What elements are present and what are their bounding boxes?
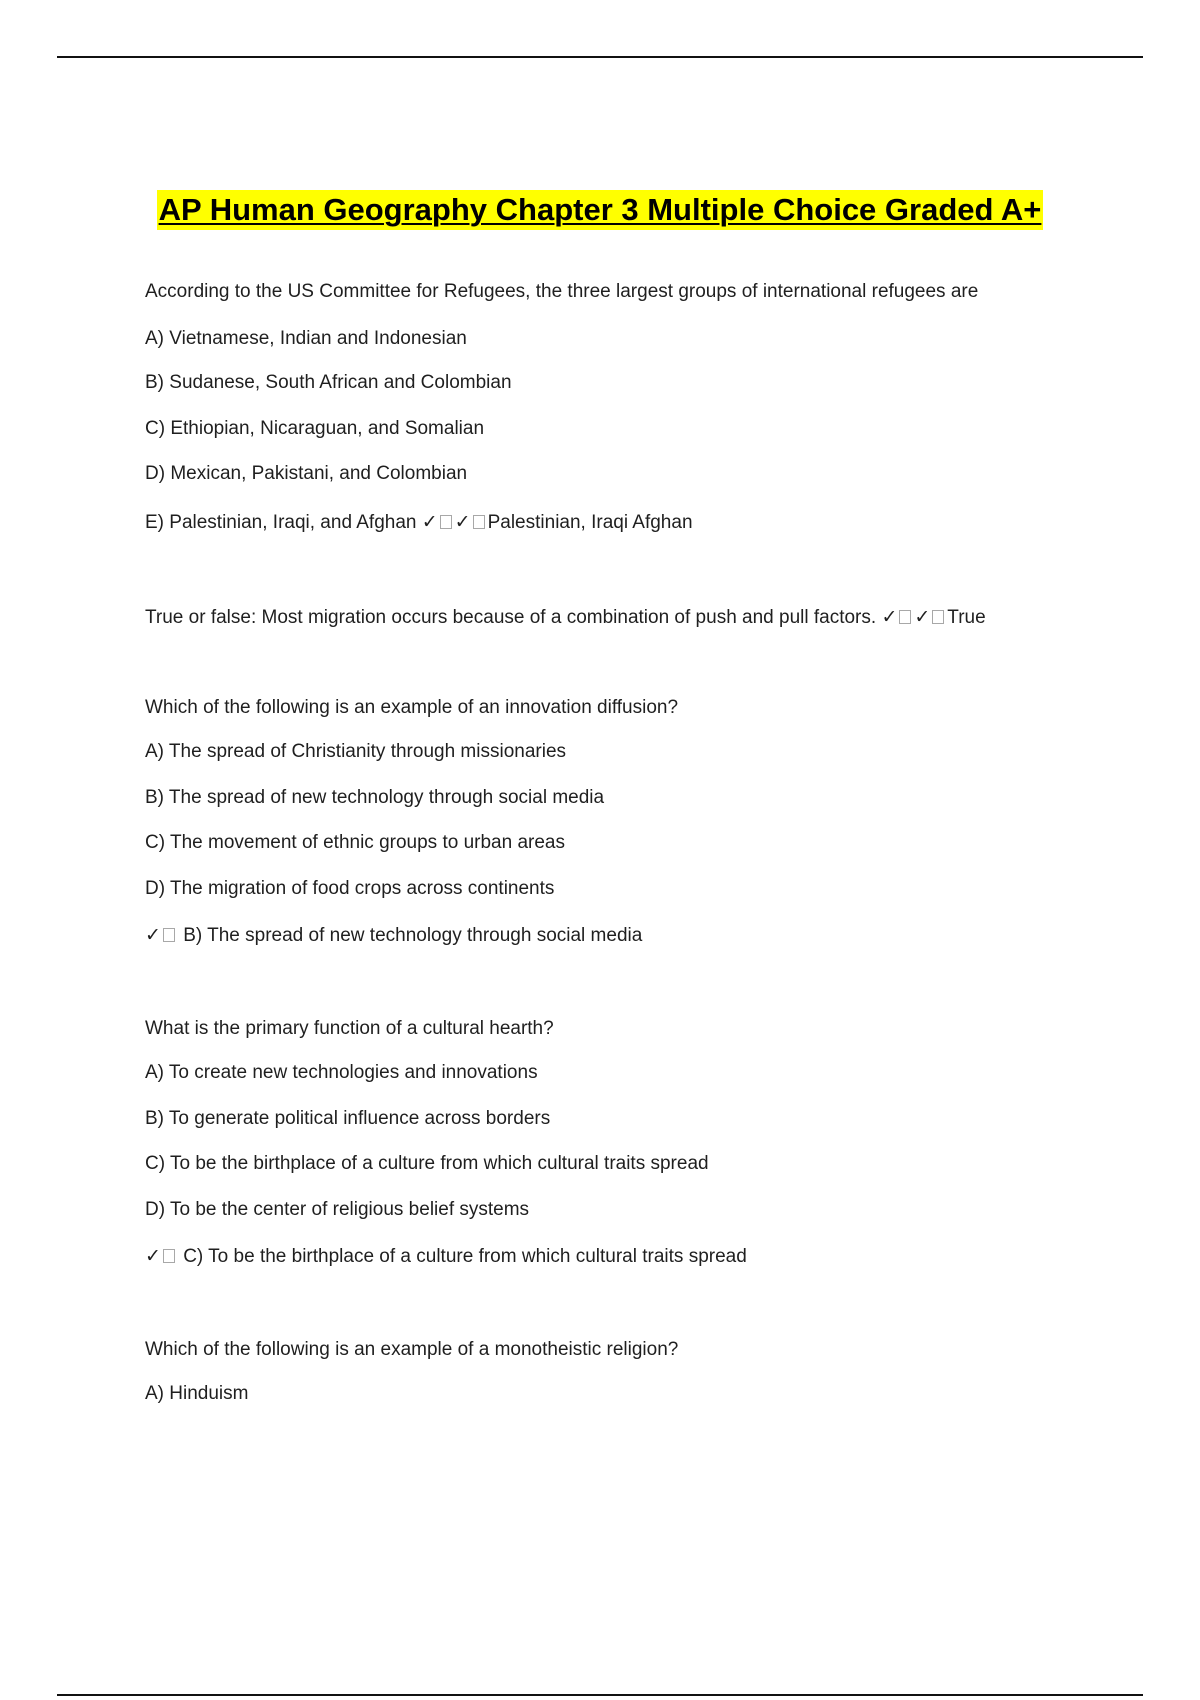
question-4-option-a: A) To create new technologies and innovations bbox=[145, 1062, 538, 1083]
question-1-answer: Palestinian, Iraqi Afghan bbox=[487, 512, 693, 533]
question-1-answer-row bbox=[145, 510, 693, 535]
footer-rule bbox=[57, 1694, 1143, 1696]
box-icon bbox=[163, 928, 175, 942]
checkmark-icon: ✓ bbox=[145, 924, 161, 946]
question-3-option-a: A) The spread of Christianity through missionaries bbox=[145, 741, 567, 762]
checkmark-icon: ✓ bbox=[421, 511, 438, 533]
checkmark-icon: ✓ bbox=[145, 1245, 161, 1267]
question-1-option-e: E) Palestinian, Iraqi, and Afghan bbox=[145, 512, 417, 533]
question-4-text: What is the primary function of a cultural hearth? bbox=[145, 1018, 554, 1039]
question-4-option-b: B) To generate political influence across borders bbox=[145, 1108, 551, 1129]
title-block bbox=[0, 190, 1200, 230]
question-1-option-a: A) Vietnamese, Indian and Indonesian bbox=[145, 328, 467, 349]
header-rule bbox=[57, 56, 1143, 58]
question-3-answer-row bbox=[145, 923, 642, 948]
question-1-option-c: C) Ethiopian, Nicaraguan, and Somalian bbox=[145, 418, 485, 439]
question-2-answer: True bbox=[947, 607, 986, 628]
question-3-text: Which of the following is an example of an innovation diffusion? bbox=[145, 697, 679, 718]
document-title: AP Human Geography Chapter 3 Multiple Choice Graded A+ bbox=[157, 190, 1044, 230]
question-5-text: Which of the following is an example of a monotheistic religion? bbox=[145, 1339, 679, 1360]
box-icon bbox=[899, 610, 911, 624]
question-2-text: True or false: Most migration occurs because of a combination of push and pull factors. bbox=[145, 607, 877, 628]
question-5-option-a: A) Hinduism bbox=[145, 1383, 249, 1404]
checkmark-icon: ✓ bbox=[881, 606, 898, 628]
question-4-option-c: C) To be the birthplace of a culture from which cultural traits spread bbox=[145, 1153, 709, 1174]
question-1-option-d: D) Mexican, Pakistani, and Colombian bbox=[145, 463, 468, 484]
box-icon bbox=[163, 1249, 175, 1263]
question-1-text: According to the US Committee for Refugees, the three largest groups of international refugees are bbox=[145, 281, 979, 302]
box-icon bbox=[473, 515, 485, 529]
checkmark-icon: ✓ bbox=[454, 511, 471, 533]
box-icon bbox=[440, 515, 452, 529]
question-1-option-b: B) Sudanese, South African and Colombian bbox=[145, 372, 512, 393]
question-4-option-d: D) To be the center of religious belief systems bbox=[145, 1199, 530, 1220]
question-4-answer-row bbox=[145, 1244, 747, 1269]
question-4-answer: C) To be the birthplace of a culture from which cultural traits spread bbox=[183, 1246, 747, 1267]
question-3-option-b: B) The spread of new technology through social media bbox=[145, 787, 605, 808]
question-3-option-c: C) The movement of ethnic groups to urban areas bbox=[145, 832, 565, 853]
question-3-option-d: D) The migration of food crops across continents bbox=[145, 878, 555, 899]
box-icon bbox=[932, 610, 944, 624]
question-3-answer: B) The spread of new technology through social media bbox=[183, 925, 643, 946]
checkmark-icon: ✓ bbox=[914, 606, 931, 628]
question-2-row bbox=[145, 605, 986, 630]
